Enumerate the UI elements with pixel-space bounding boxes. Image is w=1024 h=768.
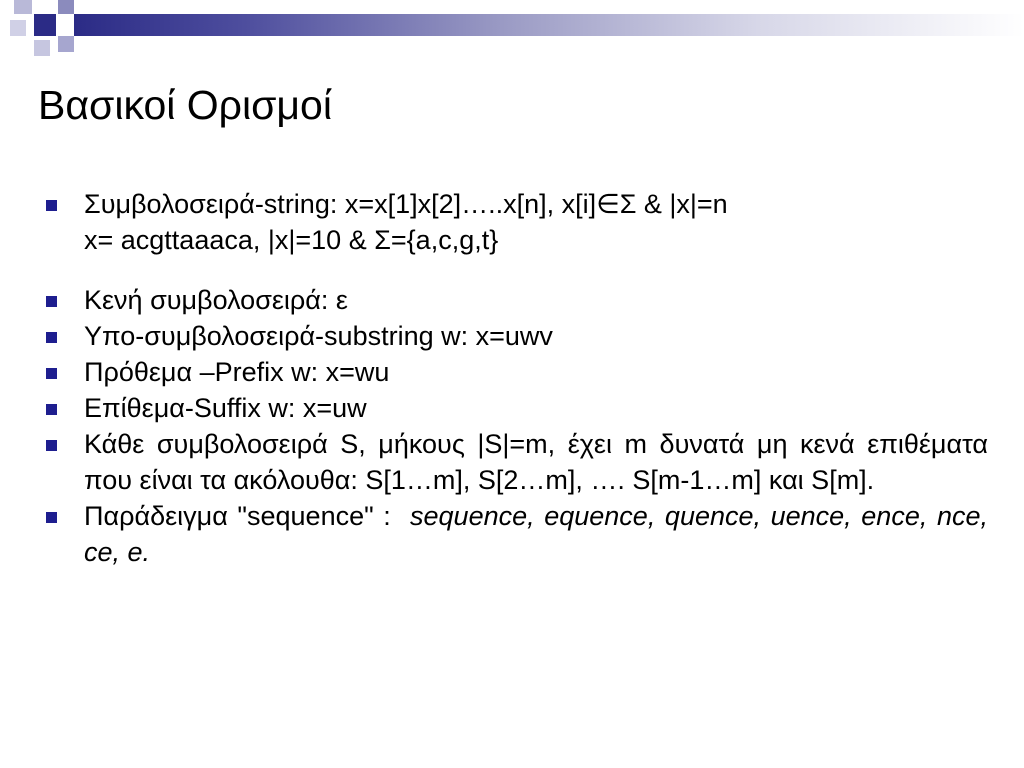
spacer — [46, 258, 988, 282]
decor-square-4 — [10, 20, 26, 36]
square-bullet-icon — [46, 332, 57, 343]
bullet-item-substring — [46, 318, 988, 354]
prefix-text: Πρόθεμα –Prefix w: x=wu — [84, 357, 390, 387]
bullet-item-suffixes-count — [46, 426, 988, 498]
decor-square-5 — [58, 36, 74, 52]
header-decoration — [0, 0, 1024, 70]
square-bullet-icon — [46, 404, 57, 415]
header-gradient-band — [74, 14, 1024, 36]
bullet-list — [46, 186, 988, 570]
square-bullet-icon — [46, 440, 57, 451]
decor-square-3 — [58, 0, 74, 14]
string-example-text: x= acgttaaaca, |x|=10 & Σ={a,c,g,t} — [84, 225, 499, 255]
decor-square-2 — [34, 14, 56, 36]
square-bullet-icon — [46, 512, 57, 523]
bullet-item-string-definition — [46, 186, 988, 258]
substring-text: Υπο-συμβολοσειρά-substring w: x=uwv — [84, 321, 553, 351]
bullet-item-suffix — [46, 390, 988, 426]
bullet-item-prefix — [46, 354, 988, 390]
example-suffixes-text: sequence, equence, quence, uence, ence, nce, ce, e. — [84, 501, 988, 567]
bullet-item-empty-string — [46, 282, 988, 318]
example-prefix-text: Παράδειγμα "sequence" : — [84, 501, 411, 531]
square-bullet-icon — [46, 296, 57, 307]
empty-string-text: Κενή συμβολοσειρά: ε — [84, 285, 348, 315]
suffixes-count-text: Κάθε συμβολοσειρά S, μήκους |S|=m, έχει m δυνατά μη κενά επιθέματα που είναι τα ακόλουθα: S[1…m], S[2…m], …. S[m-1…m] και S[m]. — [84, 429, 988, 495]
suffix-text: Επίθεμα-Suffix w: x=uw — [84, 393, 367, 423]
bullet-item-example — [46, 498, 988, 570]
square-bullet-icon — [46, 368, 57, 379]
slide-title: Βασικοί Ορισμοί — [38, 82, 332, 128]
decor-square-1 — [14, 0, 32, 14]
decor-square-6 — [34, 40, 50, 56]
string-definition-text: Συμβολοσειρά-string: x=x[1]x[2]…..x[n], x[i]∈Σ & |x|=n — [84, 189, 728, 219]
square-bullet-icon — [46, 200, 57, 211]
